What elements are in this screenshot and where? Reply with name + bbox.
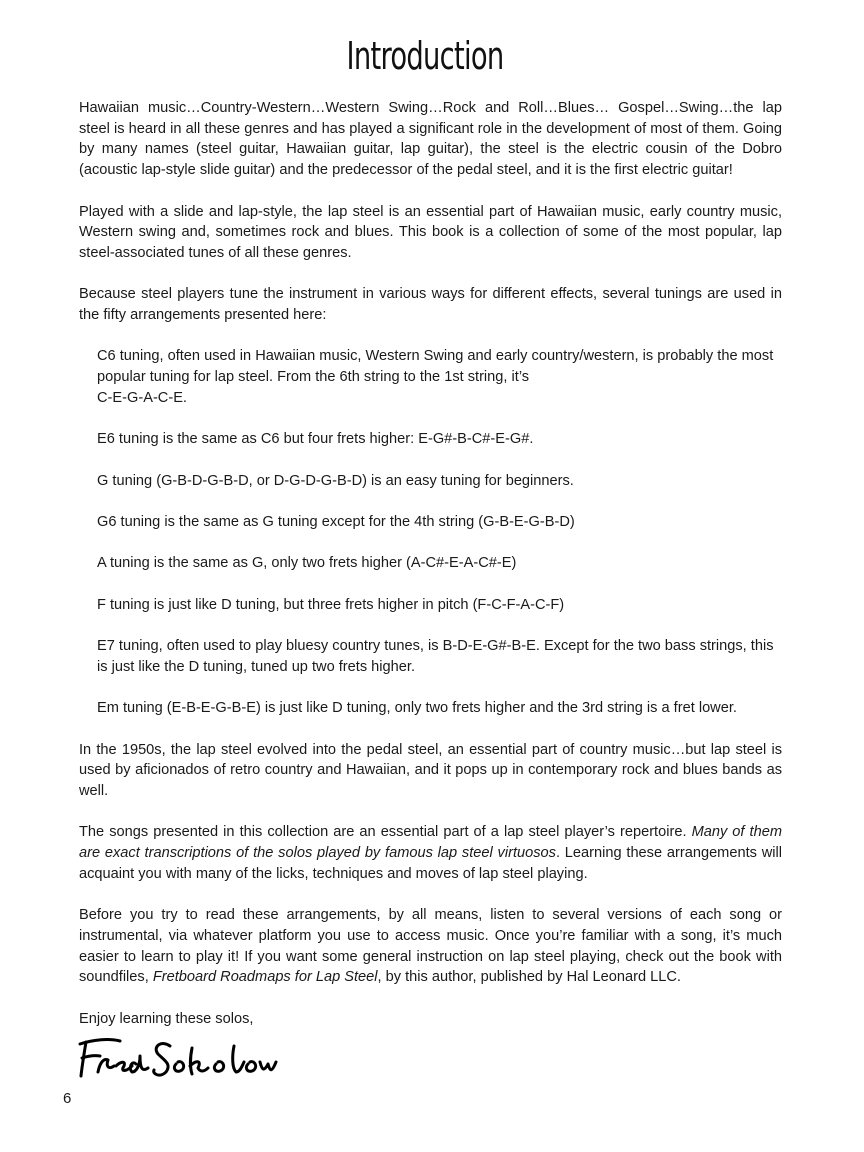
paragraph-lap-style: Played with a slide and lap-style, the lap steel is an essential part of Hawaiian music, early country music, Western swing and, sometimes rock and blues. This book is a collection of some of the most popular, lap steel-associated tunes of all these genres. (79, 203, 782, 261)
tuning-c6-text: C6 tuning, often used in Hawaiian music, Western Swing and early country/western, is probably the most popular tuning for lap steel. From the 6th string to the 1st string, it’s (97, 348, 774, 386)
book-title: Fretboard Roadmaps for Lap Steel (152, 969, 378, 986)
page-number: 6 (63, 1090, 72, 1107)
signature (74, 1032, 280, 1082)
closing-line: Enjoy learning these solos, (79, 1010, 254, 1027)
tuning-f: F tuning is just like D tuning, but three frets higher in pitch (F-C-F-A-C-F) (97, 596, 565, 613)
paragraph-listen (79, 905, 782, 988)
repertoire-emphasis: Many of them are exact transcriptions of the solos played by famous lap steel virtuosos (79, 824, 782, 862)
repertoire-text-1: The songs presented in this collection are an essential part of a lap steel player’s repertoire. (79, 824, 692, 841)
paragraph-pedal-steel: In the 1950s, the lap steel evolved into the pedal steel, an essential part of country music…but lap steel is used by aficionados of retro country and Hawaiian, and it pops up in contemporary rock and blues bands as well. (79, 741, 782, 800)
repertoire-text-2: . Learning these arrangements will acquaint you with many of the licks, techniques and moves of lap steel playing. (79, 845, 782, 882)
paragraph-intro: Hawaiian music…Country-Western…Western Swing…Rock and Roll…Blues… Gospel…Swing…the lap steel is heard in all these genres and has played a significant role in the development of most of them. Going by many names (steel guitar, Hawaiian guitar, lap guitar), the steel is the electric cousin of the Dobro (acoustic lap-style slide guitar) and the predecessor of the pedal steel, and it is the first electric guitar! (79, 100, 782, 179)
tuning-c6-notes: C-E-G-A-C-E. (97, 389, 187, 406)
listen-text-2: , by this author, published by Hal Leonard LLC. (377, 969, 681, 986)
tuning-e7: E7 tuning, often used to play bluesy country tunes, is B-D-E-G#-B-E. Except for the two bass strings, this is just like the D tuning, tuned up two frets higher. (97, 638, 774, 675)
paragraph-repertoire (79, 822, 782, 884)
tuning-em: Em tuning (E-B-E-G-B-E) is just like D tuning, only two frets higher and the 3rd string is a fret lower. (97, 700, 737, 717)
body-text (79, 98, 782, 1029)
tuning-a: A tuning is the same as G, only two frets higher (A-C#-E-A-C#-E) (97, 555, 517, 572)
tuning-e6: E6 tuning is the same as C6 but four frets higher: E-G#-B-C#-E-G#. (97, 431, 534, 448)
tuning-c6 (97, 346, 782, 408)
page-title: Introduction (346, 34, 504, 78)
listen-text-1: Before you try to read these arrangements, by all means, listen to several versions of each song or instrumental, via whatever platform you use to access music. Once you’re familiar with a song, it’s much easier to learn to play it! If you want some general instruction on lap steel playing, check out the book with soundfiles, (79, 907, 782, 986)
paragraph-tunings-intro: Because steel players tune the instrument in various ways for different effects, several tunings are used in the fifty arrangements presented here: (79, 286, 782, 323)
tuning-g6: G6 tuning is the same as G tuning except for the 4th string (G-B-E-G-B-D) (97, 513, 575, 530)
tuning-g: G tuning (G-B-D-G-B-D, or D-G-D-G-B-D) is an easy tuning for beginners. (97, 472, 574, 489)
